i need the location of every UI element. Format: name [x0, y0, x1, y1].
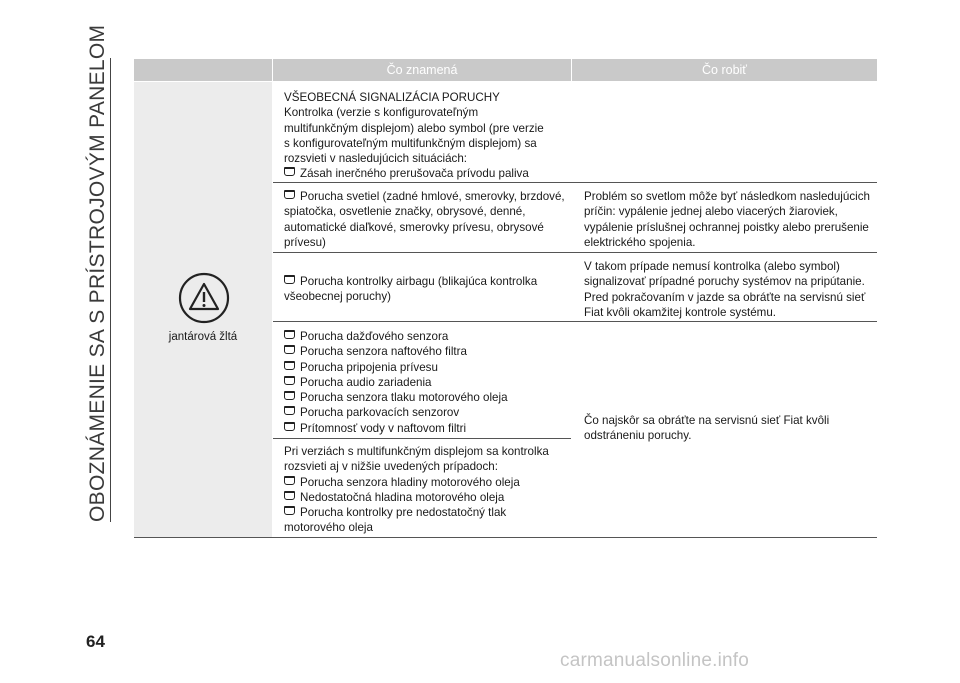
- warning-triangle-icon: [178, 272, 230, 324]
- chapter-side-title: OBOZNÁMENIE SA S PRÍSTROJOVÝM PANELOM: [86, 24, 109, 522]
- indicator-icon: [284, 406, 295, 415]
- list-item: Porucha senzora naftového filtra: [284, 344, 508, 359]
- text-line: V takom prípade nemusí kontrolka (alebo symbol): [584, 260, 840, 273]
- list-item: Porucha kontrolky pre nedostatočný tlak: [284, 505, 549, 520]
- watermark: carmanualsonline.info: [560, 650, 750, 671]
- list-item: Porucha pripojenia prívesu: [284, 360, 508, 375]
- row5-meaning: [284, 444, 549, 536]
- indicator-icon: [284, 167, 295, 176]
- indicator-icon: [284, 506, 295, 515]
- text-line: všeobecnej poruchy): [284, 290, 391, 304]
- text-line: Problém so svetlom môže byť následkom nasledujúcich: [584, 190, 870, 203]
- text-line: Čo najskôr sa obráťte na servisnú sieť Fiat kvôli: [584, 414, 830, 427]
- row-separator: [273, 321, 877, 322]
- indicator-icon: [284, 476, 295, 485]
- list-item: Porucha parkovacích senzorov: [284, 405, 508, 420]
- row-separator: [273, 182, 877, 183]
- text-line: multifunkčným displejom) alebo symbol (pre verzie: [284, 121, 544, 135]
- list-item: Porucha senzora hladiny motorového oleja: [284, 475, 549, 490]
- side-divider: [110, 58, 111, 522]
- indicator-icon: [284, 376, 295, 385]
- list-item: Porucha dažďového senzora: [284, 329, 508, 344]
- header-meaning: Čo znamená: [273, 59, 571, 81]
- text-line: s konfigurovateľným multifunkčným displejom) sa: [284, 136, 537, 150]
- list-item: Prítomnosť vody v naftovom filtri: [284, 421, 508, 436]
- text-line: signalizovať prípadné poruchy systémov na pripútanie.: [584, 275, 865, 289]
- page-number: 64: [86, 632, 105, 651]
- text-line: automatické diaľkové, smerovky prívesu, obrysové: [284, 220, 544, 234]
- text-line: Fiat kvôli okamžitej kontrole systému.: [584, 305, 777, 319]
- indicator-icon: [284, 345, 295, 354]
- indicator-icon: [284, 422, 295, 431]
- row3-meaning: [284, 274, 537, 305]
- row2-meaning: [284, 189, 565, 250]
- text-line: motorového oleja: [284, 521, 373, 535]
- list-item: Porucha audio zariadenia: [284, 375, 508, 390]
- list-item: Porucha senzora tlaku motorového oleja: [284, 390, 508, 405]
- text-line: elektrického spojenia.: [584, 235, 696, 249]
- row-separator: [273, 438, 571, 439]
- header-action: Čo robiť: [572, 59, 877, 81]
- text-line: vypálenie príslušnej ochrannej poistky alebo prerušenie: [584, 220, 869, 234]
- row1-meaning: [284, 90, 544, 182]
- indicator-icon: [284, 391, 295, 400]
- text-line: prívesu): [284, 235, 326, 249]
- row2-action: [584, 189, 870, 250]
- table-bottom-line: [134, 537, 877, 538]
- indicator-icon: [284, 361, 295, 370]
- indicator-icon: [284, 275, 295, 284]
- header-blank-cell: [134, 59, 272, 81]
- text-line: Pri verziách s multifunkčným displejom sa kontrolka: [284, 445, 549, 458]
- text-line: príčin: vypálenie jednej alebo viacerých žiaroviek,: [584, 205, 838, 219]
- list-item: Porucha svetiel (zadné hmlové, smerovky, brzdové,: [284, 189, 565, 204]
- text-line: rozsvieti aj v nižšie uvedených prípadoch:: [284, 460, 498, 474]
- text-line: Kontrolka (verzie s konfigurovateľným: [284, 106, 479, 120]
- row4-action: [584, 413, 829, 444]
- text-line: Pred pokračovaním v jazde sa obráťte na servisnú sieť: [584, 290, 866, 304]
- indicator-icon: [284, 491, 295, 500]
- text-line: odstráneniu poruchy.: [584, 429, 692, 443]
- row1-title: VŠEOBECNÁ SIGNALIZÁCIA PORUCHY: [284, 91, 500, 104]
- list-item: Nedostatočná hladina motorového oleja: [284, 490, 549, 505]
- text-line: rozsvieti v nasledujúcich situáciách:: [284, 152, 468, 166]
- row4-meaning: [284, 329, 508, 436]
- row3-action: [584, 259, 865, 320]
- indicator-icon: [284, 190, 295, 199]
- indicator-color-label: jantárová žltá: [168, 331, 238, 343]
- row-separator: [273, 252, 877, 253]
- list-item: Porucha kontrolky airbagu (blikajúca kontrolka: [284, 274, 537, 289]
- text-line: spiatočka, osvetlenie značky, obrysové, denné,: [284, 205, 526, 219]
- indicator-icon: [284, 330, 295, 339]
- list-item: Zásah inerčného prerušovača prívodu paliva: [284, 166, 544, 181]
